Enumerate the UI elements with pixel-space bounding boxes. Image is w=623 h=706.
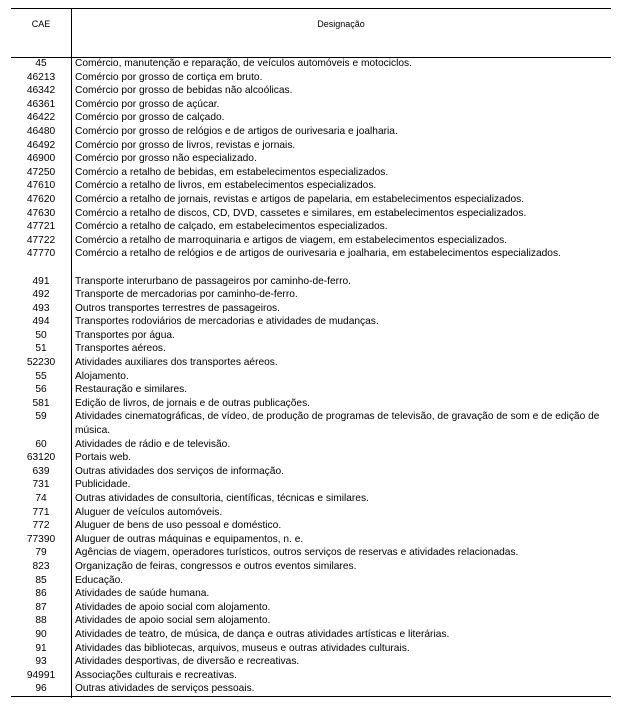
designacao-text: Atividades de apoio social sem alojamento. (75, 615, 271, 627)
designacao-text: Atividades de teatro, de música, de dança e outras atividades artísticas e literárias. (75, 628, 450, 640)
cae-code: 79 (35, 547, 47, 559)
designacao-text: Outras atividades de serviços pessoais. (75, 683, 255, 695)
cae-code: 772 (32, 520, 50, 532)
cae-code: 494 (32, 316, 50, 328)
cae-code: 47610 (26, 180, 56, 192)
designacao-text: Agências de viagem, operadores turísticos, outros serviços de reservas e atividades relacionadas. (75, 547, 519, 559)
table-row (11, 642, 611, 656)
cae-code: 88 (35, 615, 47, 627)
designacao-text: Atividades das bibliotecas, arquivos, museus e outras atividades culturais. (75, 642, 410, 654)
table-row (11, 383, 611, 397)
table-row (11, 682, 611, 696)
designacao-text: Comércio a retalho de bebidas, em estabelecimentos especializados. (75, 166, 389, 178)
cae-code: 96 (35, 683, 47, 695)
designacao-text: Outras atividades dos serviços de informação. (75, 465, 284, 477)
cae-code: 63120 (26, 452, 56, 464)
cae-code: 51 (35, 343, 47, 355)
table-row (11, 655, 611, 669)
cae-code: 59 (35, 411, 47, 423)
table-row (11, 451, 611, 465)
table-row (11, 247, 611, 261)
table-body (11, 57, 611, 696)
table-row (11, 438, 611, 452)
cae-code: 46492 (26, 139, 56, 151)
designacao-text: Atividades de rádio e de televisão. (75, 438, 231, 450)
table-row (11, 506, 611, 520)
designacao-text: Atividades de apoio social com alojamento. (75, 601, 271, 613)
table-row (11, 370, 611, 384)
cae-code: 91 (35, 642, 47, 654)
cae-code: 46342 (26, 85, 56, 97)
cae-code: 85 (35, 574, 47, 586)
designacao-text: Transporte de mercadorias por caminho-de-ferro. (75, 289, 298, 301)
designacao-text: Outras atividades de consultoria, científicas, técnicas e similares. (75, 493, 369, 504)
cae-code: 731 (32, 479, 50, 491)
cae-code: 47250 (26, 166, 56, 178)
cae-code: 46900 (26, 153, 56, 165)
column-header-designacao: Designação (317, 19, 365, 29)
table-row (11, 587, 611, 601)
table-row (11, 614, 611, 628)
cae-code: 47722 (26, 234, 56, 246)
cae-code: 46361 (26, 98, 56, 110)
cae-code: 46213 (26, 71, 56, 83)
designacao-text: Atividades desportivas, de diversão e recreativas. (75, 656, 300, 668)
cae-code: 492 (32, 289, 50, 301)
cae-code: 93 (35, 656, 47, 668)
cae-code: 55 (35, 370, 47, 382)
designacao-text: Comércio por grosso de cortiça em bruto. (75, 71, 263, 83)
cae-code: 90 (35, 628, 47, 640)
cae-code: 47721 (26, 221, 56, 233)
designacao-text: Educação. (75, 574, 124, 586)
table-row (11, 601, 611, 615)
cae-code: 581 (32, 397, 50, 409)
designacao-text: Aluguer de outras máquinas e equipamentos, n. e. (75, 533, 304, 545)
designacao-text: Transportes rodoviários de mercadorias e atividades de mudanças. (75, 316, 379, 328)
designacao-text: Comércio por grosso de bebidas não alcoólicas. (75, 85, 293, 97)
designacao-text: Organização de feiras, congressos e outros eventos similares. (75, 560, 357, 572)
table-row (11, 533, 611, 547)
designacao-text: Restauração e similares. (75, 384, 188, 396)
table-row (11, 220, 611, 234)
table-row (11, 71, 611, 85)
designacao-text: Comércio a retalho de marroquinaria e artigos de viagem, em estabelecimentos especializados. (75, 234, 508, 246)
cae-code: 50 (35, 329, 47, 341)
designacao-text: Associações culturais e recreativas. (75, 669, 237, 681)
table-row (11, 193, 611, 207)
designacao-text: Comércio por grosso não especializado. (75, 153, 257, 165)
designacao-text: Transportes por água. (75, 329, 175, 341)
designacao-text: Comércio, manutenção e reparação, de veículos automóveis e motociclos. (75, 58, 412, 69)
designacao-text: Comércio a retalho de calçado, em estabelecimentos especializados. (75, 221, 388, 233)
designacao-text: Comércio a retalho de discos, CD, DVD, cassetes e similares, em estabelecimentos especializados. (75, 207, 527, 219)
table-row (11, 519, 611, 533)
table-row (11, 560, 611, 574)
cae-code: 639 (32, 465, 50, 477)
cae-code: 823 (32, 560, 50, 572)
table-row (11, 275, 611, 289)
table-row (11, 125, 611, 139)
cae-table (11, 8, 611, 695)
designacao-text: Atividades de saúde humana. (75, 588, 210, 600)
cae-code: 60 (35, 438, 47, 450)
table-row (11, 152, 611, 166)
table-row (11, 315, 611, 329)
table-row (11, 166, 611, 180)
table-row (11, 207, 611, 221)
table-row (11, 139, 611, 153)
cae-code: 491 (32, 275, 50, 287)
group-spacer (11, 261, 611, 275)
table-row (11, 329, 611, 343)
designacao-text: Comércio por grosso de relógios e de artigos de ourivesaria e joalharia. (75, 125, 398, 137)
table-row (11, 342, 611, 356)
cae-code: 47620 (26, 193, 56, 205)
table-row (11, 628, 611, 642)
cae-code: 56 (35, 384, 47, 396)
table-row (11, 356, 611, 370)
cae-code: 94991 (26, 669, 56, 681)
designacao-text: Comércio por grosso de livros, revistas e jornais. (75, 139, 296, 151)
designacao-text: Publicidade. (75, 479, 131, 491)
column-divider (71, 8, 72, 698)
table-row (11, 84, 611, 98)
cae-code: 771 (32, 506, 50, 518)
table-row (11, 669, 611, 683)
table-row (11, 478, 611, 492)
cae-code: 86 (35, 588, 47, 600)
table-row (11, 546, 611, 560)
table-row (11, 302, 611, 316)
table-row (11, 574, 611, 588)
designacao-text: Aluguer de bens de uso pessoal e doméstico. (75, 520, 282, 532)
cae-code: 52230 (26, 357, 56, 369)
designacao-text: Aluguer de veículos automóveis. (75, 506, 223, 518)
designacao-text: Atividades cinematográficas, de vídeo, de produção de programas de televisão, de gravação de som e de edição de música. (75, 411, 600, 437)
table-row (11, 98, 611, 112)
table-header (11, 8, 611, 58)
designacao-text: Edição de livros, de jornais e de outras publicações. (75, 397, 311, 409)
table-row (11, 397, 611, 411)
designacao-text: Comércio por grosso de açúcar. (75, 98, 220, 110)
designacao-text: Outros transportes terrestres de passageiros. (75, 302, 280, 314)
designacao-text: Alojamento. (75, 370, 129, 382)
table-row (11, 465, 611, 479)
designacao-text: Comércio a retalho de livros, em estabelecimentos especializados. (75, 180, 377, 192)
column-header-cae: CAE (31, 19, 51, 29)
table-row (11, 111, 611, 125)
table-row (11, 234, 611, 248)
designacao-text: Transporte interurbano de passageiros por caminho-de-ferro. (75, 275, 351, 287)
designacao-text: Comércio a retalho de relógios e de artigos de ourivesaria e joalharia, em estabelecimentos especializados. (75, 248, 561, 260)
cae-code: 493 (32, 302, 50, 314)
cae-code: 46422 (26, 112, 56, 124)
cae-code: 45 (35, 58, 47, 69)
cae-code: 47630 (26, 207, 56, 219)
designacao-text: Atividades auxiliares dos transportes aéreos. (75, 357, 278, 369)
cae-code: 87 (35, 601, 47, 613)
table-row (11, 288, 611, 302)
designacao-text: Portais web. (75, 452, 132, 464)
designacao-text: Comércio por grosso de calçado. (75, 112, 225, 124)
designacao-text: Comércio a retalho de jornais, revistas e artigos de papelaria, em estabelecimentos especializados. (75, 193, 525, 205)
cae-code: 74 (35, 493, 47, 504)
cae-code: 46480 (26, 125, 56, 137)
table-row (11, 57, 611, 71)
table-row (11, 492, 611, 506)
table-row (11, 410, 611, 437)
designacao-text: Transportes aéreos. (75, 343, 166, 355)
cae-code: 77390 (26, 533, 56, 545)
table-row (11, 179, 611, 193)
table-bottom-rule (11, 696, 611, 697)
cae-code: 47770 (26, 248, 56, 260)
